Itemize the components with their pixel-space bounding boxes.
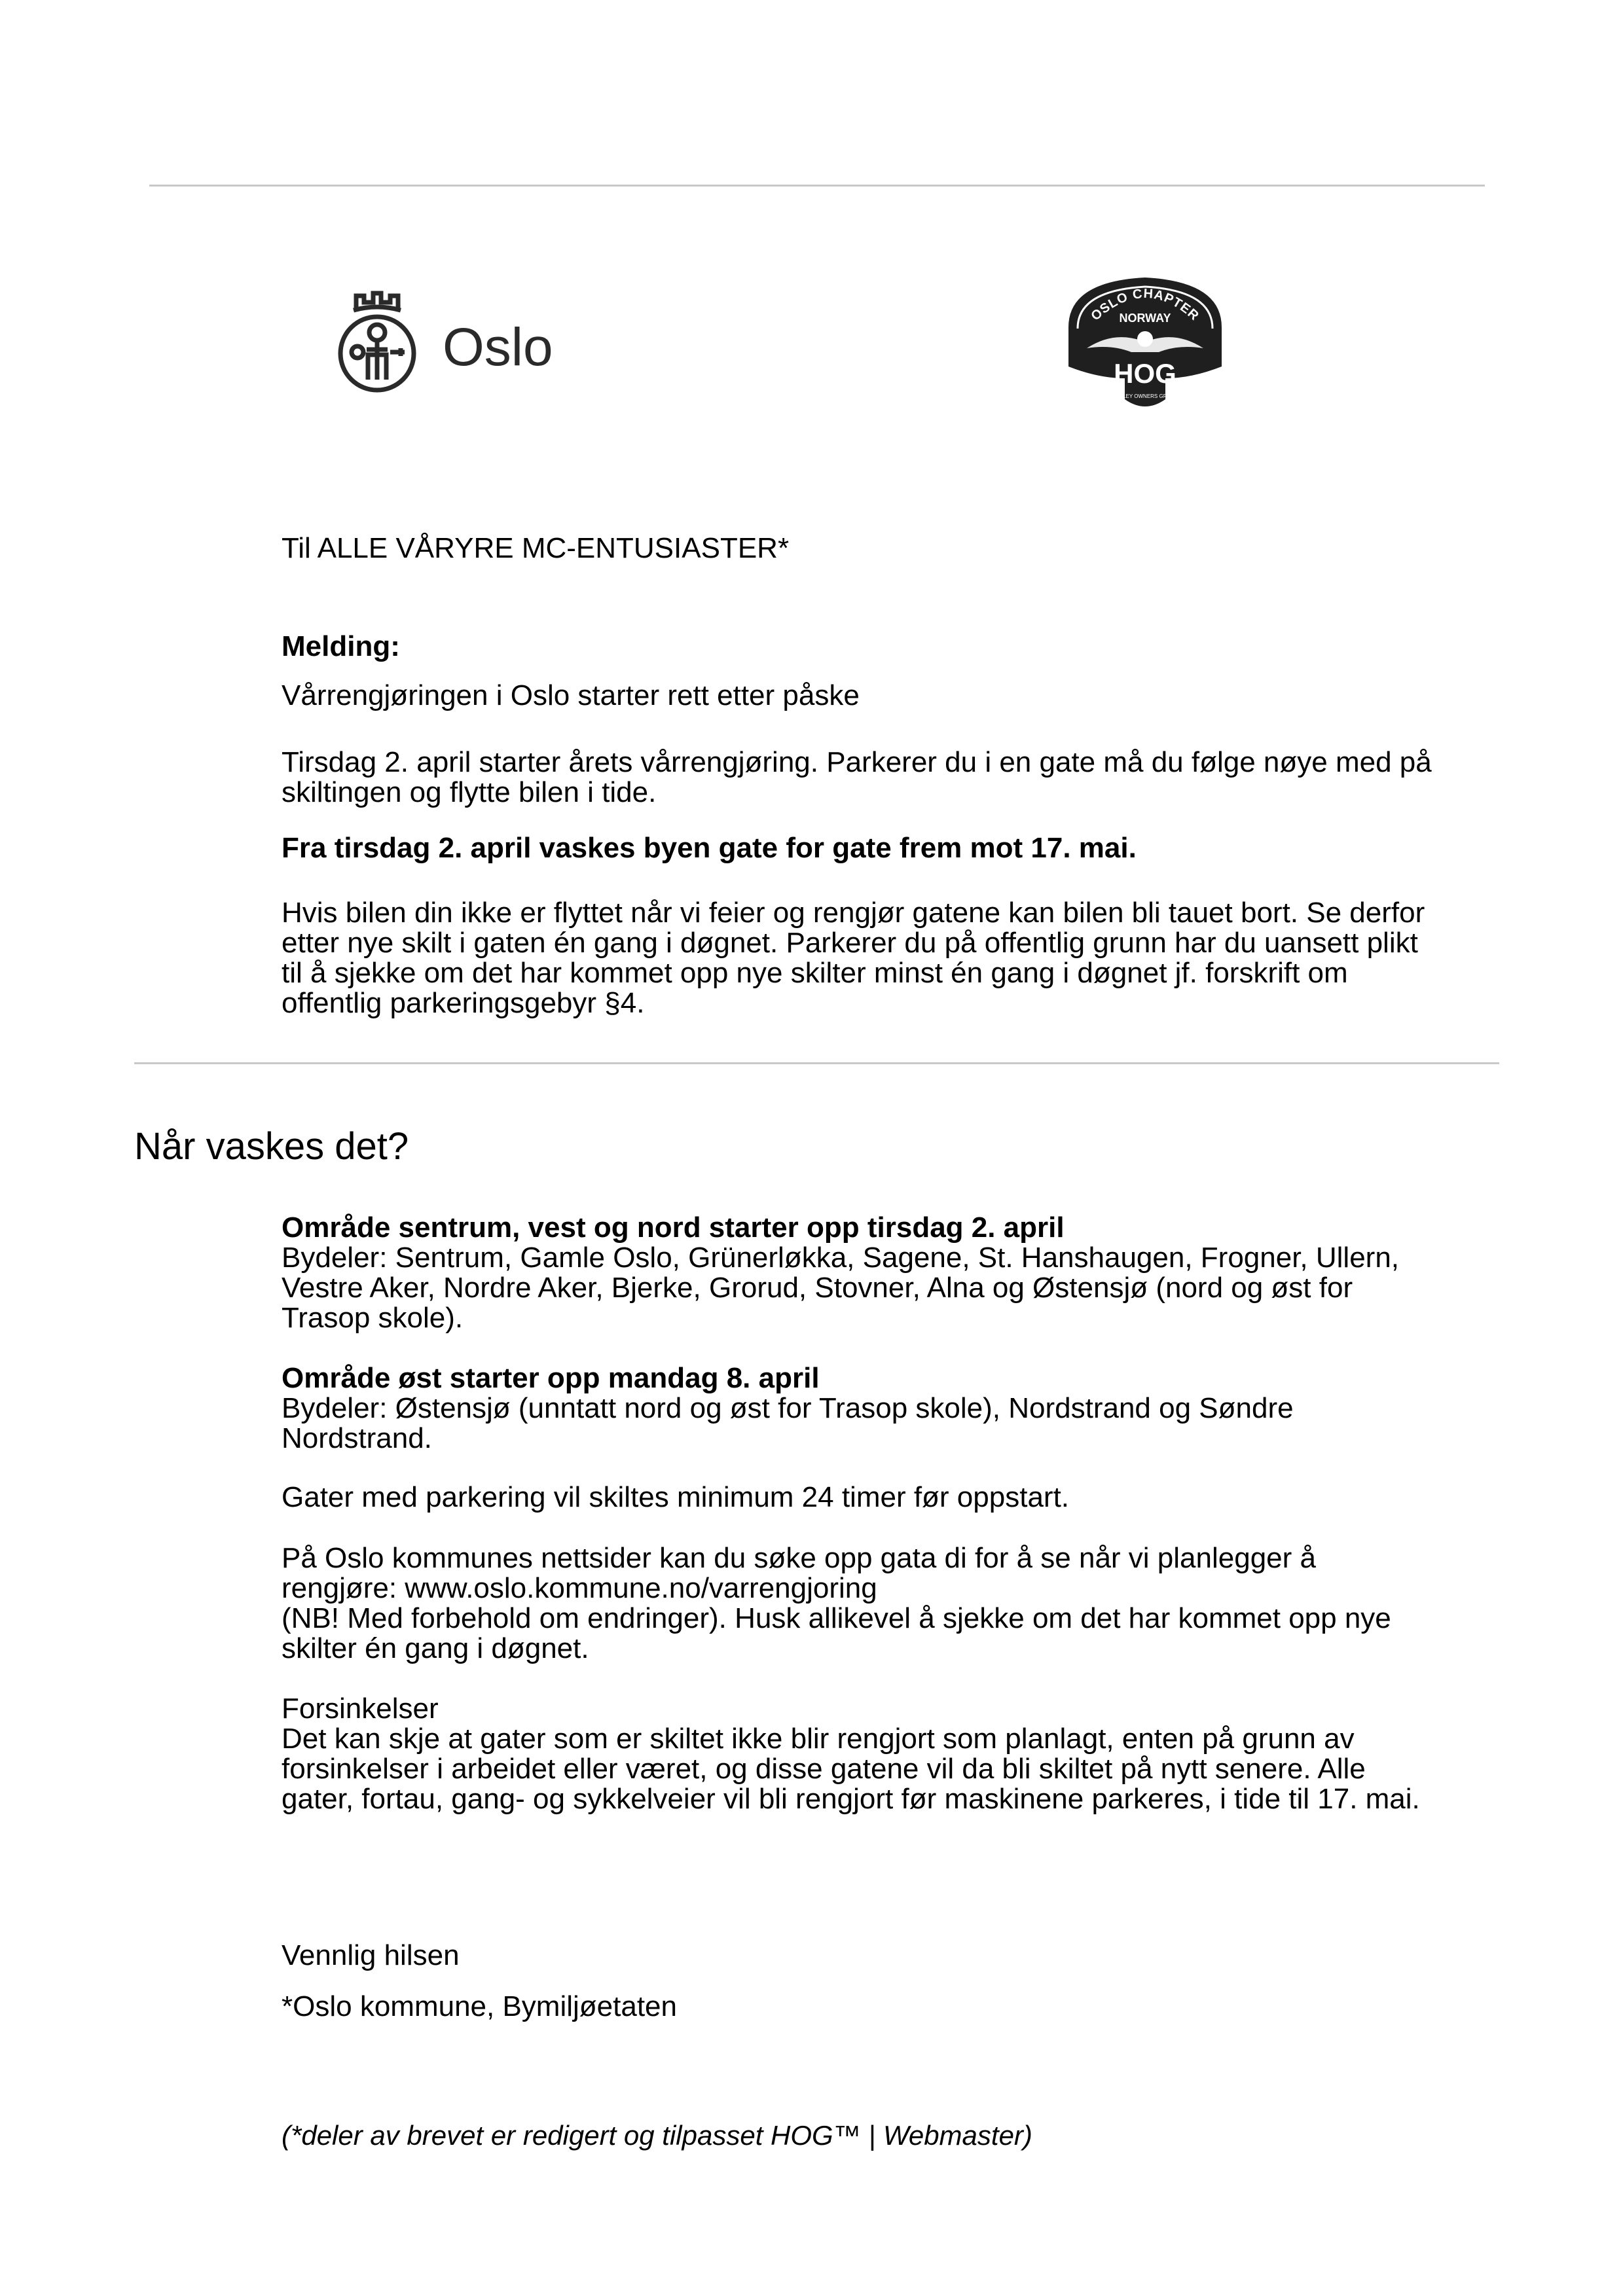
oslo-kommune-logo bbox=[338, 281, 560, 403]
signature: *Oslo kommune, Bymiljøetaten bbox=[282, 1990, 677, 2022]
message-paragraph-start-date: Tirsdag 2. april starter årets vårrengjøring. Parkerer du i en gate må du følge nøye med på skiltingen og flytte bilen i tide. bbox=[282, 746, 1432, 808]
signs-note: Gater med parkering vil skiltes minimum 24 timer før oppstart. bbox=[282, 1481, 1070, 1513]
website-info: På Oslo kommunes nettsider kan du søke opp gata di for å se når vi planlegger å rengjøre: www.oslo.kommune.no/varrengjoring bbox=[282, 1542, 1316, 1604]
website-disclaimer: (NB! Med forbehold om endringer). Husk allikevel å sjekke om det har kommet opp nye skilter én gang i døgnet. bbox=[282, 1602, 1391, 1664]
message-paragraph-towing: Hvis bilen din ikke er flyttet når vi feier og rengjør gatene kan bilen bli tauet bort. Se derfor etter nye skilt i gaten én gang i døgnet. Parkerer du på offentlig grunn har du uansett plikt til å sjekke om det har kommet opp nye skilter minst én gang i døgnet jf. forskrift om offentlig parkeringsgebyr §4. bbox=[282, 897, 1425, 1019]
area-central-title: Område sentrum, vest og nord starter opp tirsdag 2. april bbox=[282, 1211, 1065, 1244]
hog-logo-bottom-text: HARLEY OWNERS GROUP bbox=[1112, 393, 1178, 399]
hog-logo-mark: HOG bbox=[1114, 358, 1176, 389]
message-bold-notice: Fra tirsdag 2. april vaskes byen gate for gate frem mot 17. mai. bbox=[282, 832, 1137, 864]
closing-salutation: Vennlig hilsen bbox=[282, 1939, 460, 1971]
area-east-districts: Bydeler: Østensjø (unntatt nord og øst for Trasop skole), Nordstrand og Søndre Nordstrand. bbox=[282, 1392, 1294, 1454]
hog-logo-top-text: OSLO CHAPTER bbox=[1088, 286, 1202, 324]
footnote: (*deler av brevet er redigert og tilpasset HOG™ | Webmaster) bbox=[282, 2120, 1032, 2151]
area-central-districts: Bydeler: Sentrum, Gamle Oslo, Grünerløkka, Sagene, St. Hanshaugen, Frogner, Ullern, Vestre Aker, Nordre Aker, Bjerke, Grorud, Stovner, Alna og Østensjø (nord og øst for Trasop skole). bbox=[282, 1242, 1400, 1334]
message-title: Vårrengjøringen i Oslo starter rett etter påske bbox=[282, 679, 860, 711]
oslo-logo-text: Oslo bbox=[443, 317, 553, 377]
delays-title: Forsinkelser bbox=[282, 1693, 439, 1725]
top-divider bbox=[149, 185, 1485, 187]
schedule-heading: Når vaskes det? bbox=[134, 1125, 409, 1168]
area-east-title: Område øst starter opp mandag 8. april bbox=[282, 1362, 820, 1394]
message-label: Melding: bbox=[282, 630, 400, 662]
section-divider bbox=[134, 1062, 1499, 1064]
delays-body: Det kan skje at gater som er skiltet ikke blir rengjort som planlagt, enten på grunn av forsinkelser i arbeidet eller været, og disse gatene vil da bli skiltet på nytt senere. Alle gater, fortau, gang- og sykkelveier vil bli rengjort før maskinene parkeres, i tide til 17. mai. bbox=[282, 1723, 1420, 1815]
hog-logo-sub-text: NORWAY bbox=[1119, 312, 1171, 325]
letter-greeting: Til ALLE VÅRYRE MC-ENTUSIASTER* bbox=[282, 532, 790, 564]
hog-oslo-chapter-logo bbox=[1061, 268, 1230, 416]
